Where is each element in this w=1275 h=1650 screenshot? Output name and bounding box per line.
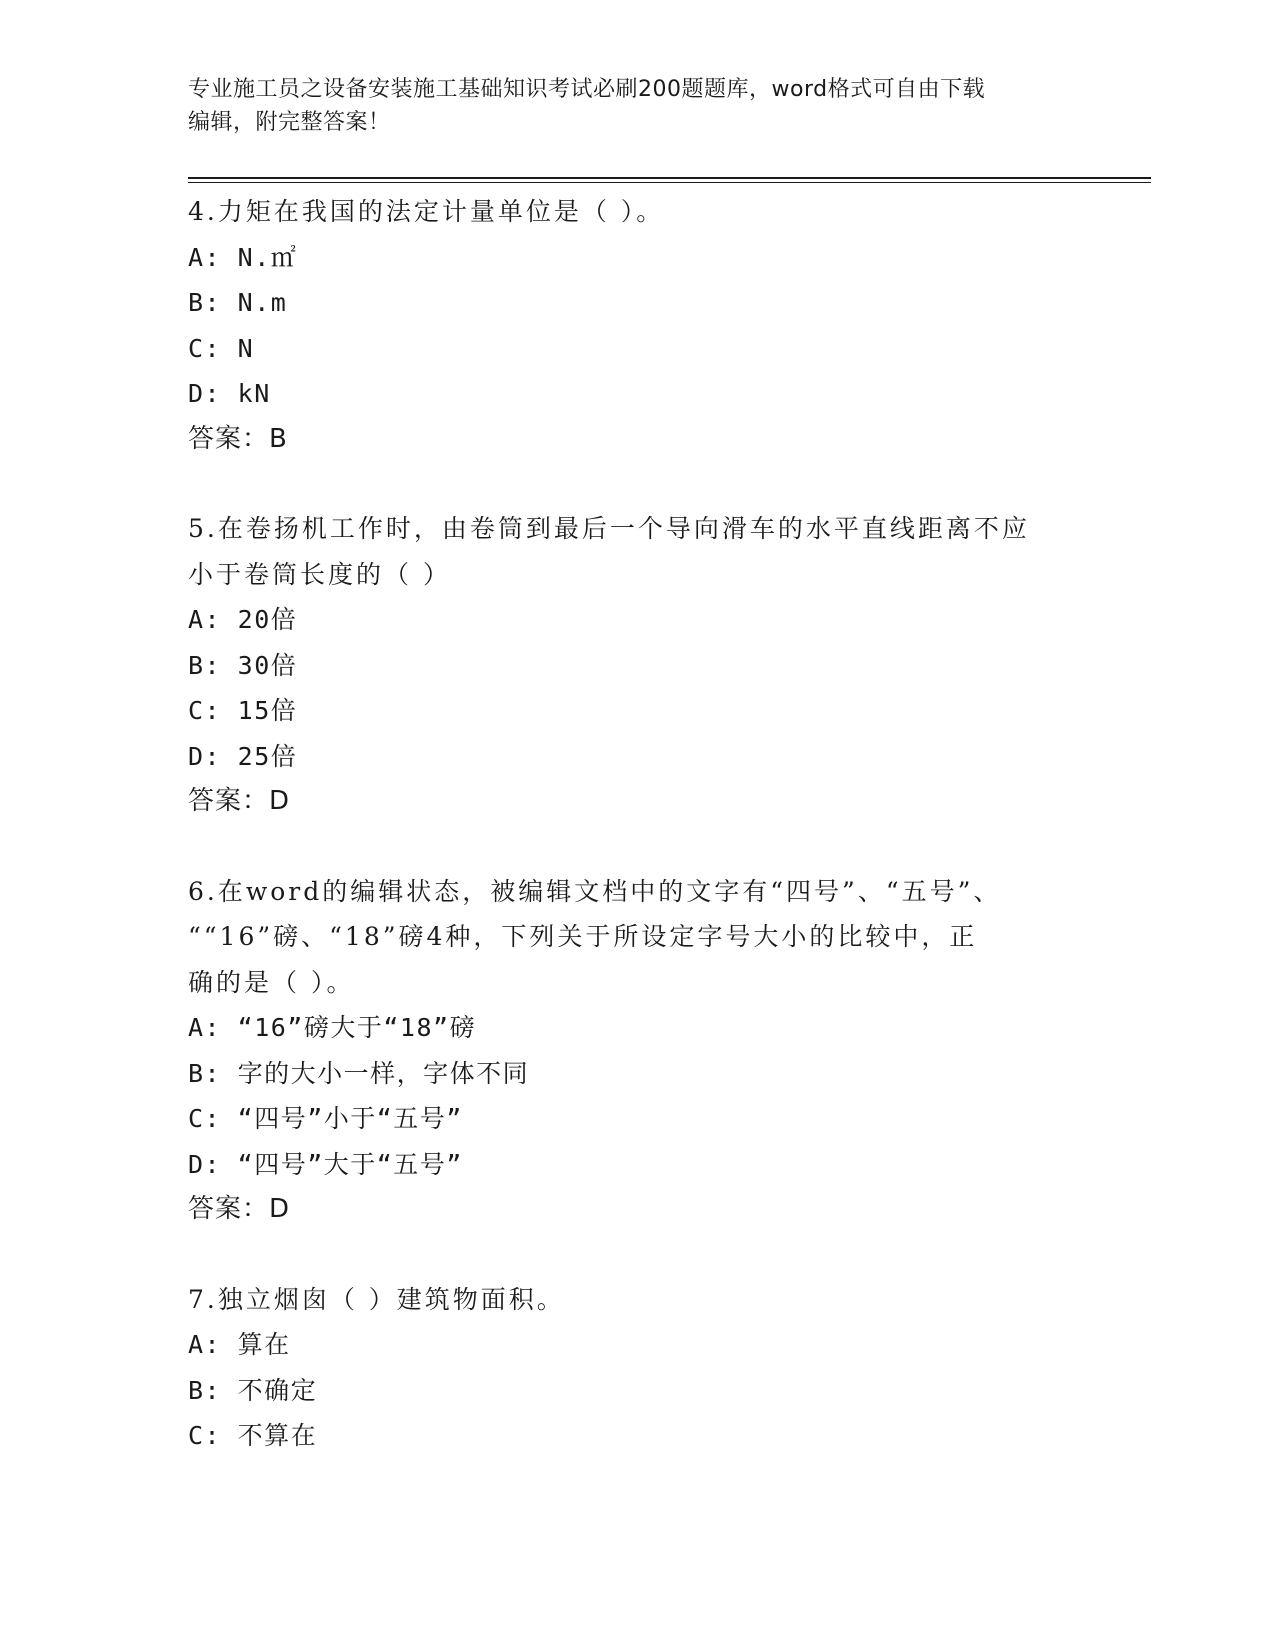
question-stem: 7.独立烟囱（ ）建筑物面积。 bbox=[188, 1284, 565, 1314]
question-stem-line-2: ““16”磅、“18”磅4种，下列关于所设定字号大小的比较中，正 bbox=[188, 922, 978, 951]
option-c: C: 15倍 bbox=[188, 696, 298, 725]
question-7 bbox=[188, 1277, 1068, 1459]
header-divider-thin bbox=[188, 182, 1151, 183]
option-b: B: 字的大小一样，字体不同 bbox=[188, 1058, 530, 1088]
question-list bbox=[188, 189, 1068, 1503]
option-c: C: 不算在 bbox=[188, 1421, 318, 1450]
header-line-1: 专业施工员之设备安装施工基础知识考试必刷200题题库，word格式可自由下载 bbox=[188, 77, 986, 102]
option-d: D: “四号”大于“五号” bbox=[188, 1149, 463, 1179]
option-a: A: 算在 bbox=[188, 1330, 291, 1359]
question-stem-line-1: 6.在word的编辑状态，被编辑文档中的文字有“四号”、“五号”、 bbox=[188, 876, 1002, 906]
header-line-2: 编辑，附完整答案！ bbox=[188, 110, 391, 135]
question-5 bbox=[188, 506, 1068, 825]
answer-line: 答案：B bbox=[188, 423, 288, 454]
option-b: B: 30倍 bbox=[188, 650, 298, 680]
question-stem-line-3: 确的是（ ）。 bbox=[188, 967, 355, 997]
option-c: C: “四号”小于“五号” bbox=[188, 1104, 463, 1133]
question-stem-line-2: 小于卷筒长度的（ ） bbox=[188, 559, 451, 589]
answer-line: 答案：D bbox=[188, 1194, 291, 1224]
option-a: A: “16”磅大于“18”磅 bbox=[188, 1013, 477, 1042]
header-divider-thick bbox=[188, 177, 1151, 179]
option-d: D: 25倍 bbox=[188, 741, 298, 771]
option-b: B: N.m bbox=[188, 288, 288, 317]
question-4 bbox=[188, 189, 1068, 462]
question-stem-line-1: 5.在卷扬机工作时，由卷筒到最后一个导向滑车的水平直线距离不应 bbox=[188, 514, 1030, 543]
document-header bbox=[188, 73, 1068, 139]
option-d: D: kN bbox=[188, 379, 271, 408]
option-a: A: N.㎡ bbox=[188, 242, 298, 272]
question-6 bbox=[188, 869, 1068, 1233]
question-stem: 4.力矩在我国的法定计量单位是（ ）。 bbox=[188, 197, 665, 226]
option-b: B: 不确定 bbox=[188, 1375, 318, 1405]
answer-line: 答案：D bbox=[188, 786, 291, 816]
option-a: A: 20倍 bbox=[188, 605, 298, 634]
option-c: C: N bbox=[188, 333, 255, 363]
